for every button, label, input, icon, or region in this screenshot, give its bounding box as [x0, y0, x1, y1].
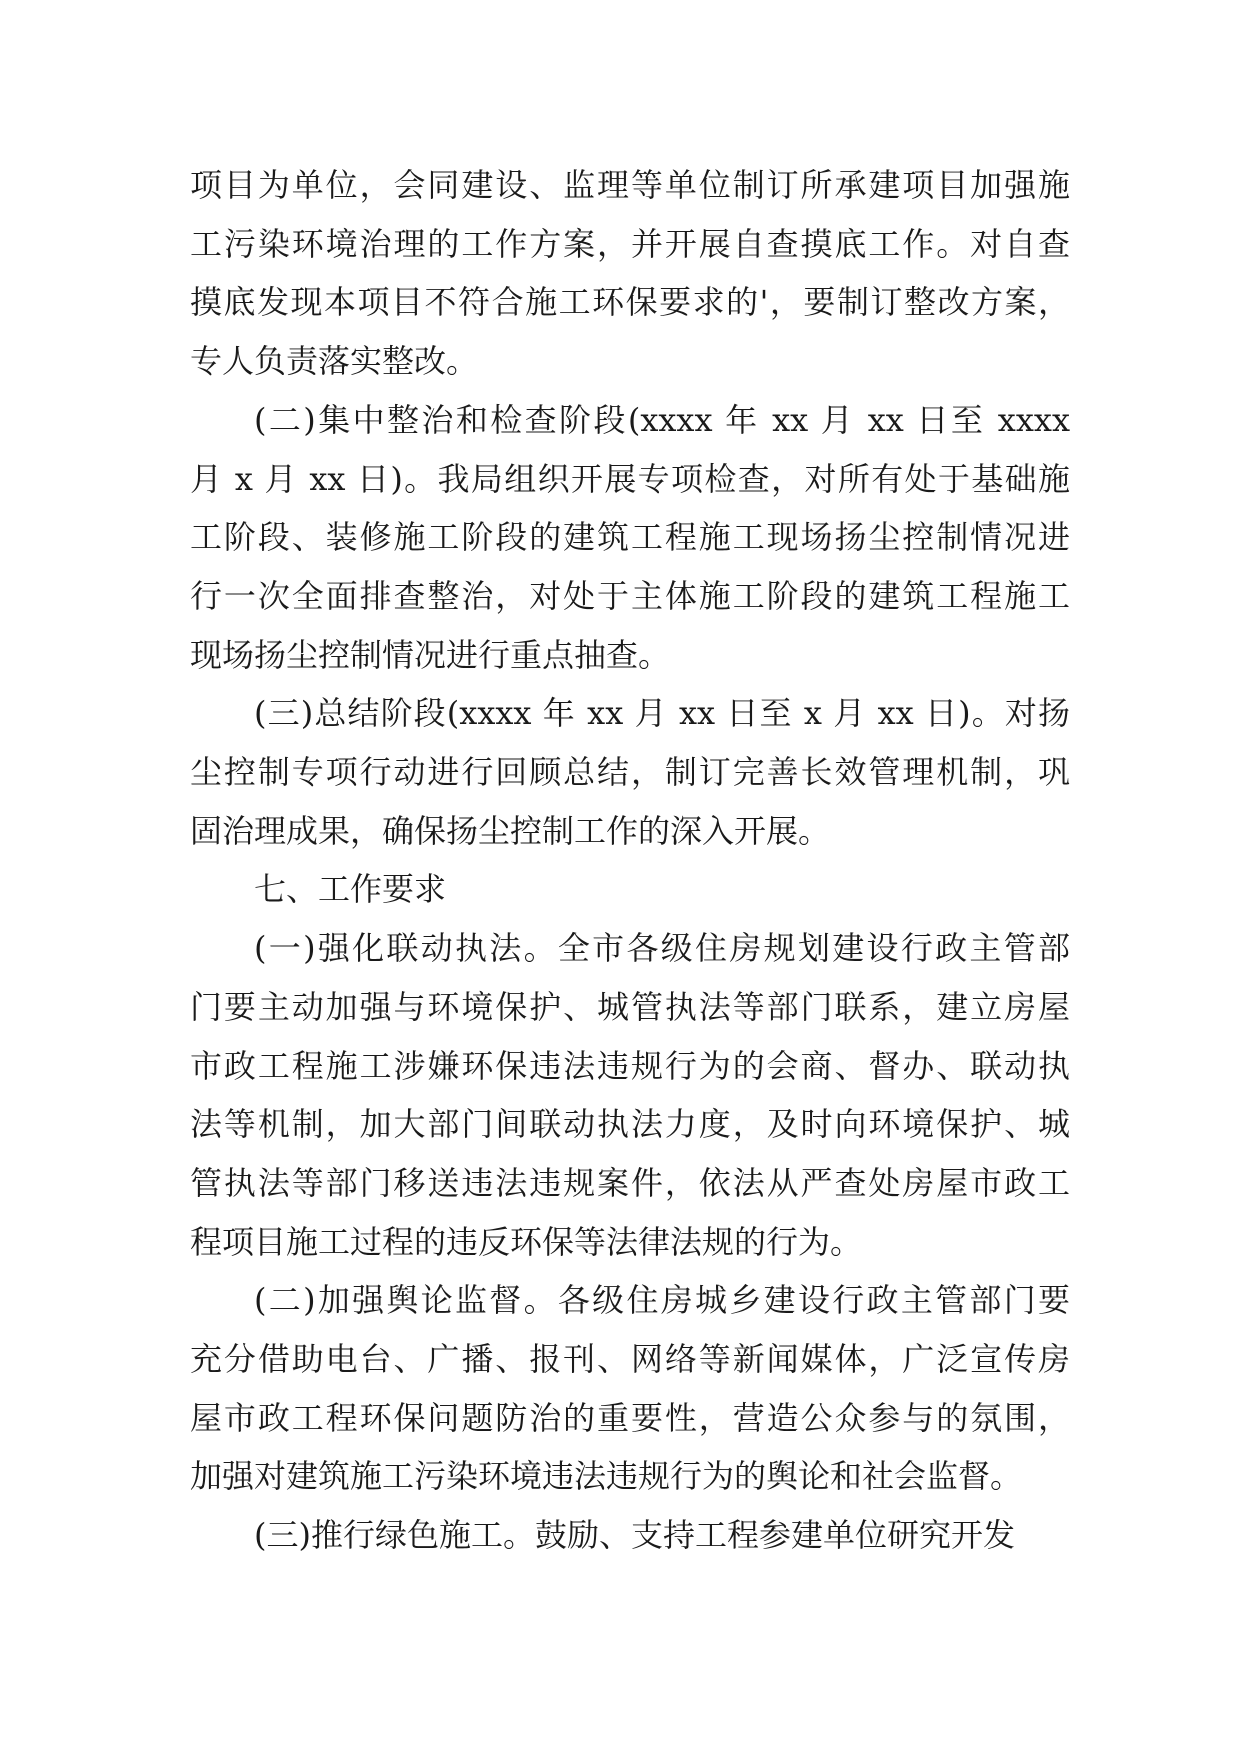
text-line: 门要主动加强与环境保护、城管执法等部门联系，建立房屋 — [190, 987, 1070, 1026]
text-line: 程项目施工过程的违反环保等法律法规的行为。 — [190, 1222, 863, 1261]
document-body — [190, 156, 1070, 1565]
text-line: 加强对建筑施工污染环境违法违规行为的舆论和社会监督。 — [190, 1457, 1023, 1496]
text-line: (三)推行绿色施工。鼓励、支持工程参建单位研究开发 — [254, 1516, 1015, 1555]
text-line: 尘控制专项行动进行回顾总结，制订完善长效管理机制，巩 — [190, 753, 1070, 792]
paragraph-p-req-1 — [190, 919, 1070, 1271]
text-line: 专人负责落实整改。 — [190, 342, 479, 381]
text-line: 月 x 月 xx 日)。我局组织开展专项检查，对所有处于基础施 — [190, 459, 1070, 498]
text-line: (三)总结阶段(xxxx 年 xx 月 xx 日至 x 月 xx 日)。对扬 — [254, 694, 1070, 733]
paragraph-p-stage-3 — [190, 684, 1070, 860]
text-line: 七、工作要求 — [254, 870, 447, 909]
text-line: 工阶段、装修施工阶段的建筑工程施工现场扬尘控制情况进 — [190, 518, 1070, 557]
paragraph-p-req-3 — [190, 1506, 1070, 1565]
text-line: (二)集中整治和检查阶段(xxxx 年 xx 月 xx 日至 xxxx — [254, 400, 1070, 439]
text-line: 法等机制，加大部门间联动执法力度，及时向环境保护、城 — [190, 1105, 1070, 1144]
paragraph-p-req-2 — [190, 1271, 1070, 1506]
text-line: 摸底发现本项目不符合施工环保要求的'，要制订整改方案， — [190, 283, 1070, 322]
paragraph-p-section-7 — [190, 860, 1070, 919]
text-line: 屋市政工程环保问题防治的重要性，营造公众参与的氛围， — [190, 1398, 1070, 1437]
text-line: 行一次全面排查整治，对处于主体施工阶段的建筑工程施工 — [190, 576, 1070, 615]
text-line: 工污染环境治理的工作方案，并开展自查摸底工作。对自查 — [190, 224, 1070, 263]
text-line: 充分借助电台、广播、报刊、网络等新闻媒体，广泛宣传房 — [190, 1340, 1070, 1379]
text-line: 项目为单位，会同建设、监理等单位制订所承建项目加强施 — [190, 166, 1070, 204]
text-line: 现场扬尘控制情况进行重点抽查。 — [190, 635, 671, 674]
text-line: (一)强化联动执法。全市各级住房规划建设行政主管部 — [254, 929, 1070, 968]
paragraph-p-stage-2 — [190, 391, 1070, 685]
text-line: 固治理成果，确保扬尘控制工作的深入开展。 — [190, 811, 831, 850]
text-line: 管执法等部门移送违法违规案件，依法从严查处房屋市政工 — [190, 1163, 1070, 1202]
paragraph-p-continuation — [190, 156, 1070, 391]
text-line: (二)加强舆论监督。各级住房城乡建设行政主管部门要 — [254, 1281, 1070, 1320]
text-line: 市政工程施工涉嫌环保违法违规行为的会商、督办、联动执 — [190, 1046, 1070, 1085]
